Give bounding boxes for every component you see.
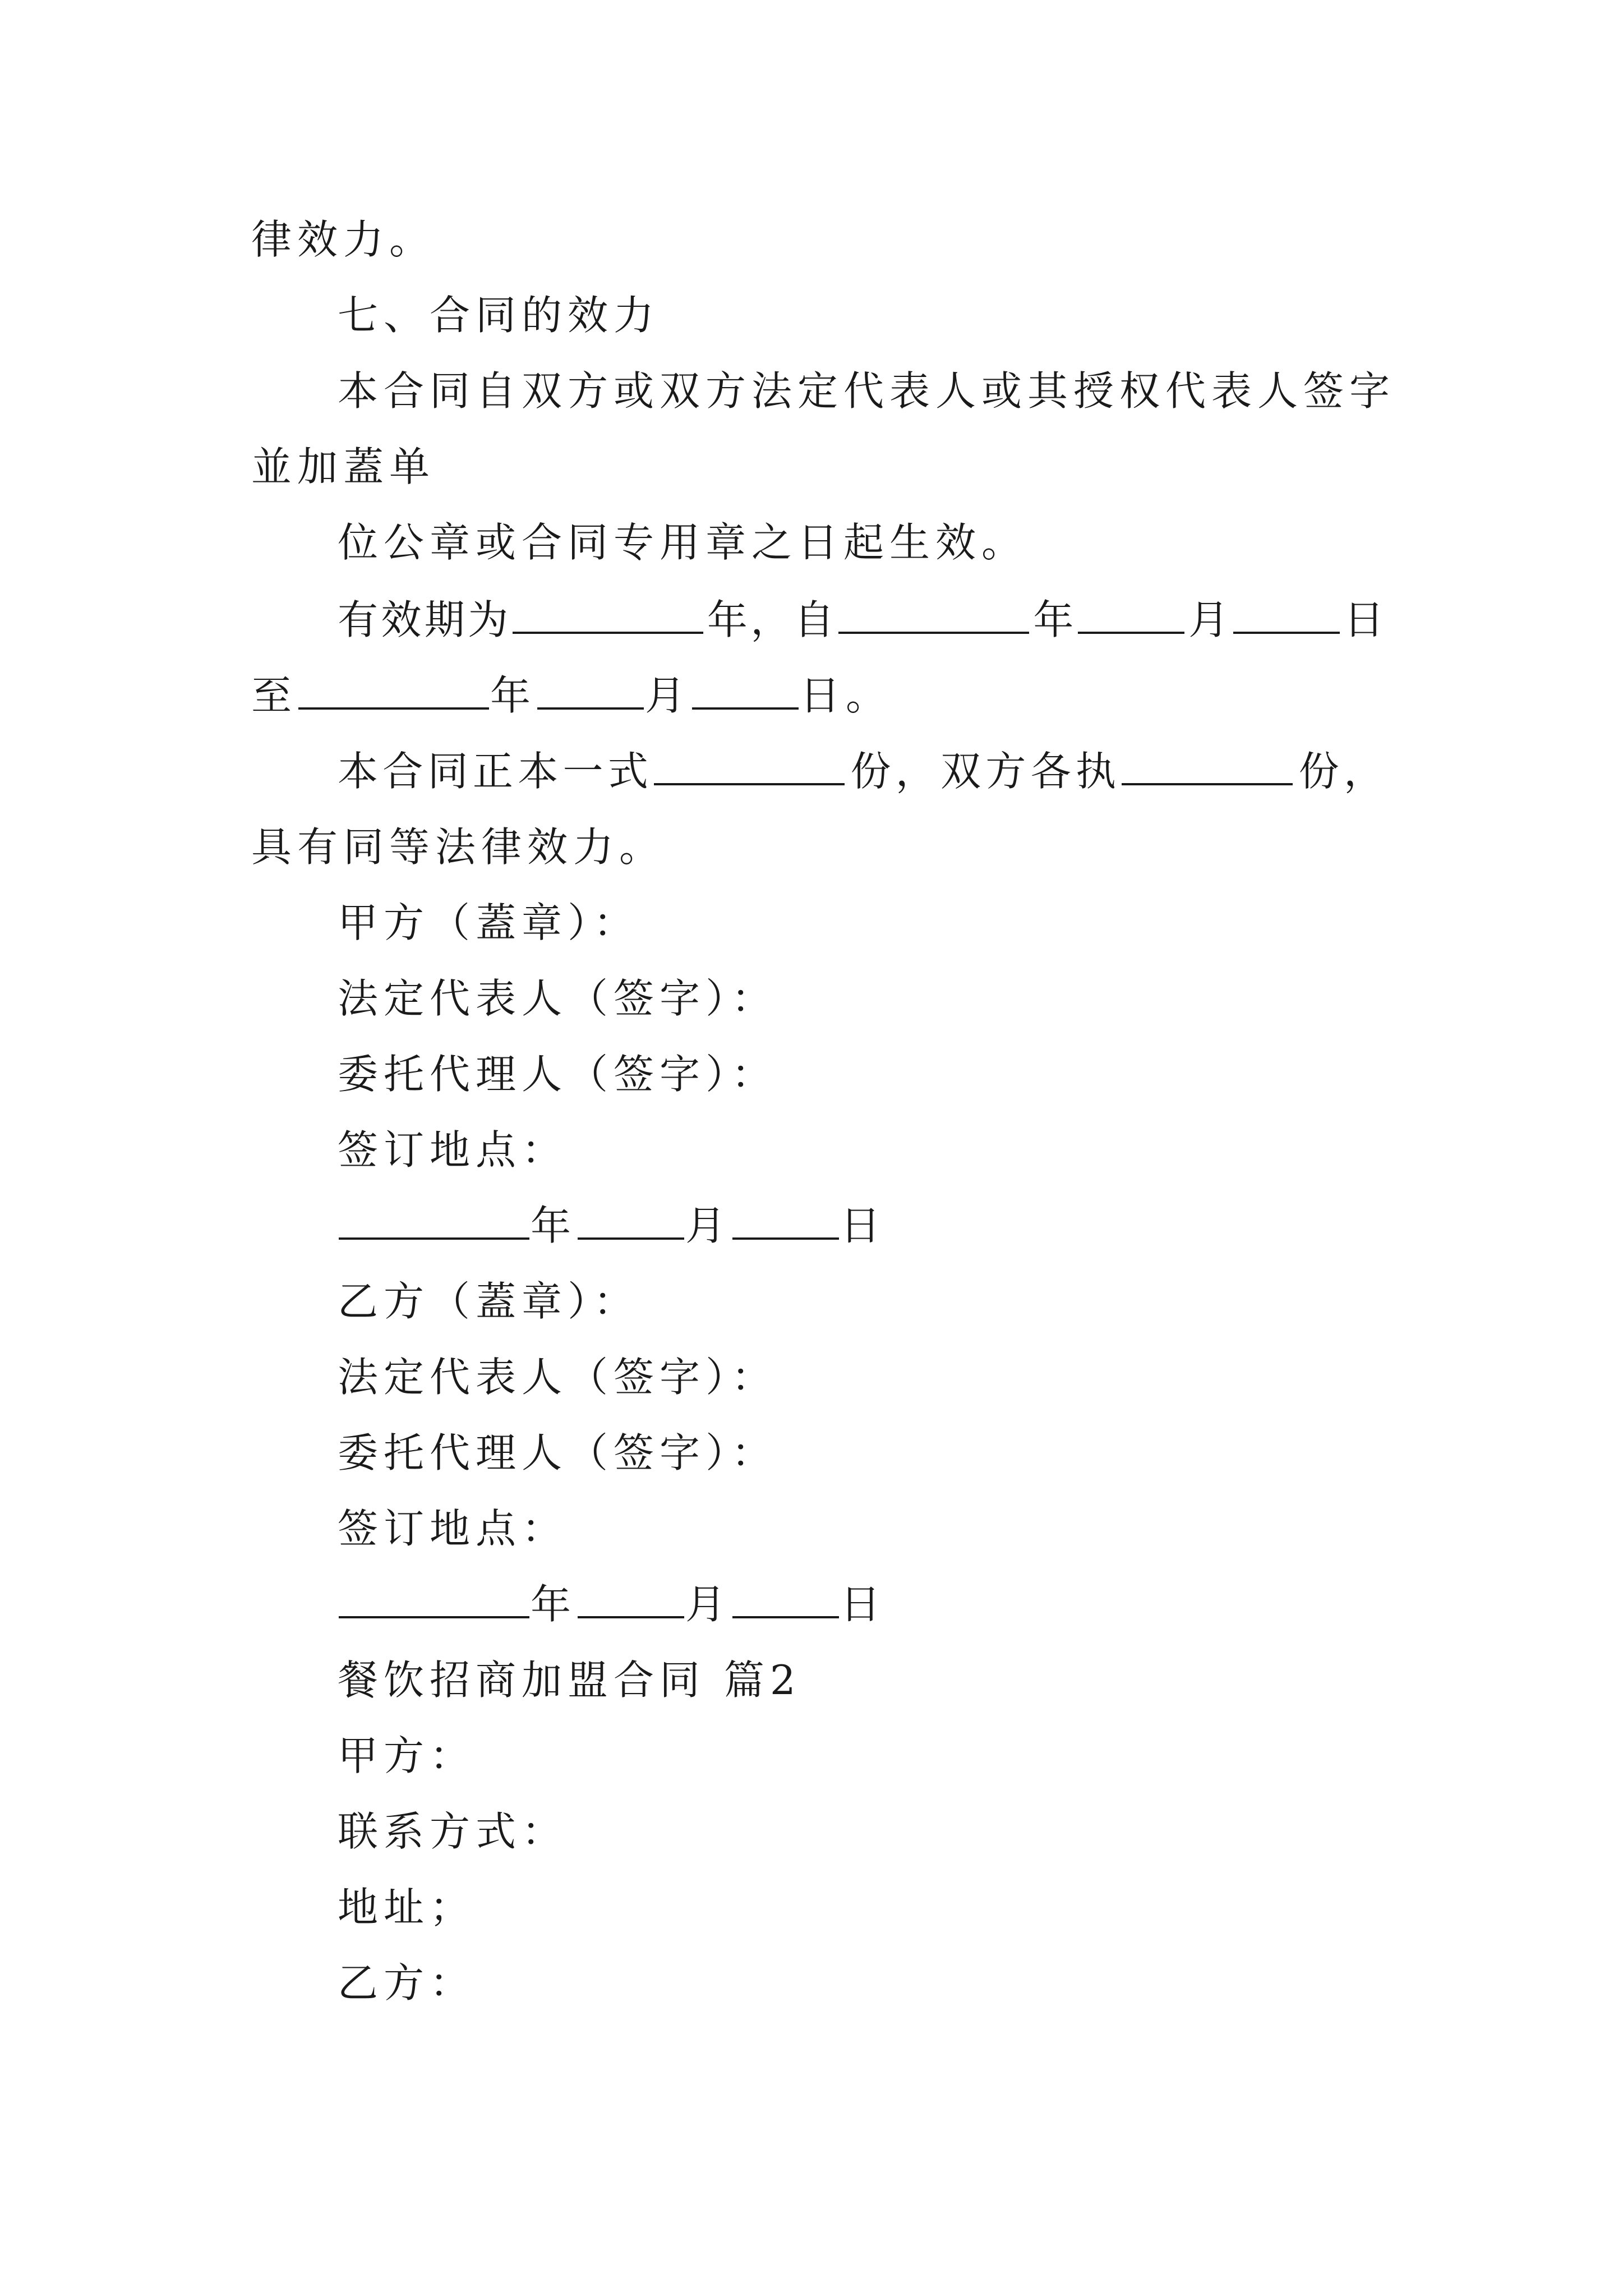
blank-field[interactable] <box>1122 748 1293 785</box>
validity-end-line <box>251 665 1384 726</box>
year-label: 年 <box>490 672 537 719</box>
party-a-agent: 委托代理人（签字）： <box>338 1051 778 1098</box>
blank-field[interactable] <box>298 673 489 710</box>
blank-field[interactable] <box>1078 597 1184 634</box>
party-a-place: 签订地点： <box>338 1126 568 1174</box>
year-label: 年 <box>1030 596 1077 643</box>
validity-prefix: 有效期为 <box>338 596 511 643</box>
year-label: 年 <box>531 1202 577 1249</box>
blank-field[interactable] <box>578 1203 684 1240</box>
text-line: 本合同自双方或双方法定代表人或其授权代表人签字 <box>338 367 1396 415</box>
validity-line <box>338 589 1384 651</box>
validity-year-unit: 年，自 <box>704 596 838 643</box>
party-b-seal: 乙方（蓋章）： <box>338 1278 640 1325</box>
copies-mid: 份，双方各执 <box>846 748 1121 795</box>
contact-label: 联系方式： <box>338 1808 568 1855</box>
day-label: 日 <box>840 1202 887 1249</box>
month-label: 月 <box>685 1581 732 1628</box>
month-label: 月 <box>1185 596 1232 643</box>
blank-field[interactable] <box>578 1581 684 1618</box>
month-label: 月 <box>685 1202 732 1249</box>
day-end-label: 日。 <box>800 672 892 719</box>
blank-field[interactable] <box>838 597 1029 634</box>
blank-field[interactable] <box>339 1203 529 1240</box>
section-heading: 七、合同的效力 <box>338 292 660 339</box>
blank-field[interactable] <box>654 748 845 785</box>
month-label: 月 <box>645 672 691 719</box>
blank-field[interactable] <box>732 1581 839 1618</box>
copies-end: 份， <box>1294 748 1384 795</box>
party-b-agent: 委托代理人（签字）： <box>338 1429 778 1476</box>
party-a-label: 甲方： <box>338 1732 476 1779</box>
text-line: 並加蓋单 <box>251 443 436 490</box>
blank-field[interactable] <box>537 673 644 710</box>
blank-field[interactable] <box>732 1203 839 1240</box>
section-title: 餐饮招商加盟合同 篇2 <box>338 1657 801 1704</box>
text-line: 具有同等法律效力。 <box>251 823 666 871</box>
party-a-date <box>338 1195 1384 1257</box>
day-label: 日 <box>1340 596 1384 643</box>
party-b-label: 乙方： <box>338 1959 476 2007</box>
to-label: 至 <box>251 672 298 719</box>
party-a-seal: 甲方（蓋章）： <box>338 899 640 946</box>
year-label: 年 <box>531 1581 577 1628</box>
party-a-legal-rep: 法定代表人（签字）： <box>338 975 778 1022</box>
copies-prefix: 本合同正本一式 <box>338 748 653 795</box>
text-line: 位公章或合同专用章之日起生效。 <box>338 519 1028 566</box>
blank-field[interactable] <box>692 673 799 710</box>
text-line: 律效力。 <box>251 216 436 263</box>
day-label: 日 <box>840 1581 887 1628</box>
blank-field[interactable] <box>513 597 703 634</box>
party-b-legal-rep: 法定代表人（签字）： <box>338 1354 778 1401</box>
party-b-place: 签订地点： <box>338 1505 568 1552</box>
blank-field[interactable] <box>1233 597 1340 634</box>
blank-field[interactable] <box>339 1581 529 1618</box>
address-label: 地址； <box>338 1884 476 1931</box>
party-b-date <box>338 1573 1384 1635</box>
copies-line <box>338 740 1384 802</box>
